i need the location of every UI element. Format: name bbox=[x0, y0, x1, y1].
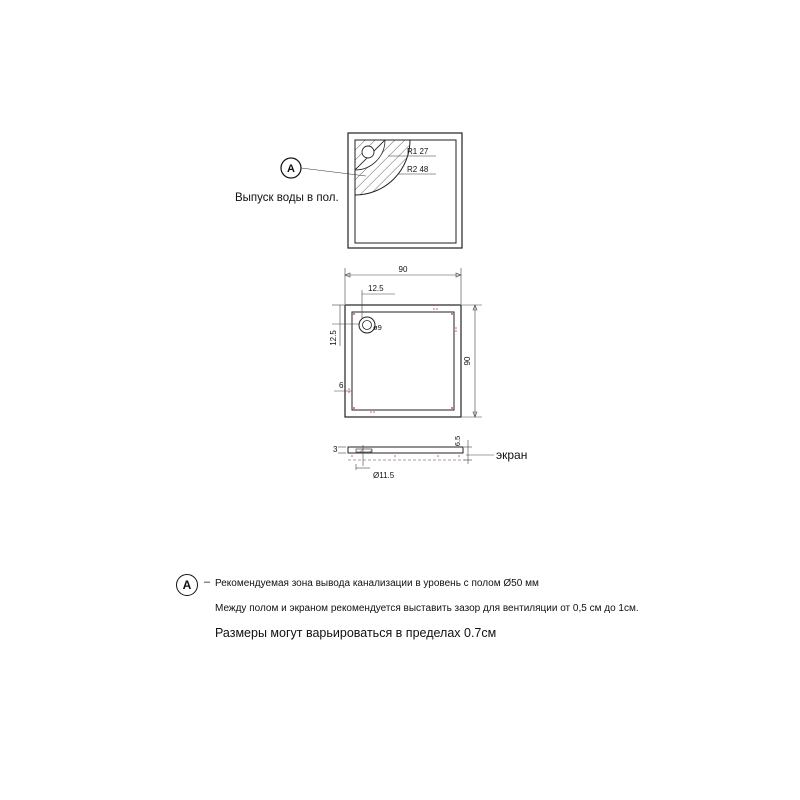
drain-caption: Выпуск воды в пол. bbox=[235, 192, 339, 204]
leg-offset-label: 6 bbox=[339, 381, 344, 390]
side-view bbox=[333, 436, 527, 480]
drain-outlet-profile bbox=[356, 449, 372, 452]
overall-width-label: 90 bbox=[398, 265, 408, 274]
offset-y-label: 12.5 bbox=[329, 330, 338, 346]
height-left-label: 3 bbox=[333, 445, 338, 454]
r2-label: R2 48 bbox=[407, 165, 429, 174]
top-view bbox=[235, 133, 462, 248]
side-leg-markers bbox=[351, 455, 460, 457]
r1-label: R1 27 bbox=[407, 147, 429, 156]
callout-a-letter: A bbox=[287, 163, 295, 175]
overall-height-label: 90 bbox=[463, 356, 472, 366]
notes-dash: – bbox=[204, 576, 211, 588]
drain-diameter-label: ø9 bbox=[373, 323, 382, 332]
screen-label: экран bbox=[496, 448, 528, 462]
offset-x-label: 12.5 bbox=[368, 284, 384, 293]
notes-callout-a: A bbox=[176, 574, 198, 596]
note-ventilation-gap: Между полом и экраном рекомендуется выставить зазор для вентиляции от 0,5 см до 1см. bbox=[215, 603, 639, 614]
note-drain-zone: Рекомендуемая зона вывода канализации в уровень с полом Ø50 мм bbox=[215, 578, 539, 589]
leg-diameter-label: Ø11.5 bbox=[373, 471, 395, 480]
drain-inner-ring bbox=[363, 321, 372, 330]
height-right-label: 6.5 bbox=[453, 435, 462, 447]
drain-hole bbox=[362, 146, 374, 158]
plan-view bbox=[329, 265, 482, 417]
note-size-tolerance: Размеры могут варьироваться в пределах 0.7см bbox=[215, 626, 497, 640]
